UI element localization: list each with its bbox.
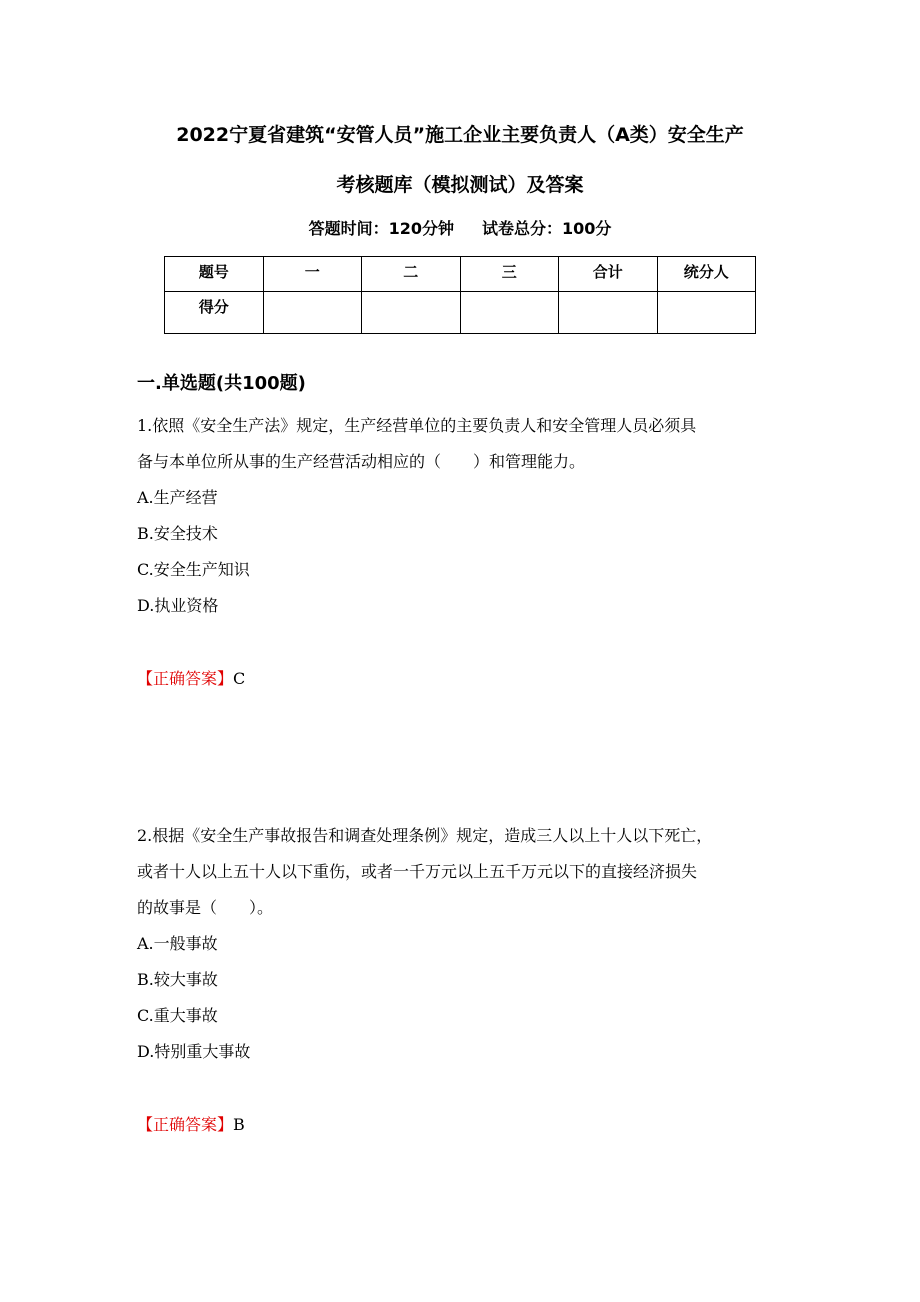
- score-cell: [362, 292, 461, 334]
- section-title: 一.单选题(共100题): [137, 373, 306, 394]
- score-header-cell: 统分人: [657, 257, 756, 292]
- question-1-answer: [137, 668, 245, 690]
- question-2-stem-line: 或者十人以上五十人以下重伤，或者一千万元以上五千万元以下的直接经济损失: [137, 862, 698, 881]
- answer-label: 【正确答案】: [137, 1115, 234, 1134]
- question-1-option-c: C.安全生产知识: [137, 560, 250, 579]
- question-1-stem-line: 备与本单位所从事的生产经营活动相应的（ ）和管理能力。: [137, 452, 586, 471]
- score-header-cell: 合计: [559, 257, 658, 292]
- question-2-option-a: A.一般事故: [137, 934, 218, 953]
- score-cell: [460, 292, 559, 334]
- score-cell: [263, 292, 362, 334]
- question-1-option-d: D.执业资格: [137, 596, 219, 615]
- score-table-header-row: [165, 257, 756, 292]
- question-1-option-b: B.安全技术: [137, 524, 218, 543]
- score-table: [164, 256, 756, 334]
- exam-total-score: 试卷总分：100分: [482, 219, 612, 238]
- page-title-line-1: 2022宁夏省建筑“安管人员”施工企业主要负责人（A类）安全生产: [176, 124, 744, 146]
- score-header-cell: 一: [263, 257, 362, 292]
- answer-label: 【正确答案】: [137, 669, 234, 688]
- exam-meta: [0, 218, 920, 240]
- score-row-label: 得分: [165, 292, 264, 334]
- score-cell: [559, 292, 658, 334]
- question-2-option-c: C.重大事故: [137, 1006, 218, 1025]
- score-table-score-row: [165, 292, 756, 334]
- question-1-stem-line: 1.依照《安全生产法》规定，生产经营单位的主要负责人和安全管理人员必须具: [137, 416, 697, 435]
- answer-value: C: [233, 669, 246, 688]
- page-title-line-2: 考核题库（模拟测试）及答案: [336, 174, 584, 196]
- question-2-stem-line: 2.根据《安全生产事故报告和调查处理条例》规定，造成三人以上十人以下死亡，: [137, 826, 713, 845]
- question-1-option-a: A.生产经营: [137, 488, 218, 507]
- score-cell: [657, 292, 756, 334]
- question-2-stem-line: 的故事是（ ）。: [137, 898, 274, 917]
- question-2-option-d: D.特别重大事故: [137, 1042, 251, 1061]
- question-2-option-b: B.较大事故: [137, 970, 218, 989]
- answer-value: B: [233, 1115, 245, 1134]
- question-2-answer: [137, 1114, 245, 1136]
- score-header-cell: 题号: [165, 257, 264, 292]
- score-header-cell: 三: [460, 257, 559, 292]
- score-header-cell: 二: [362, 257, 461, 292]
- exam-time: 答题时间：120分钟: [308, 219, 454, 238]
